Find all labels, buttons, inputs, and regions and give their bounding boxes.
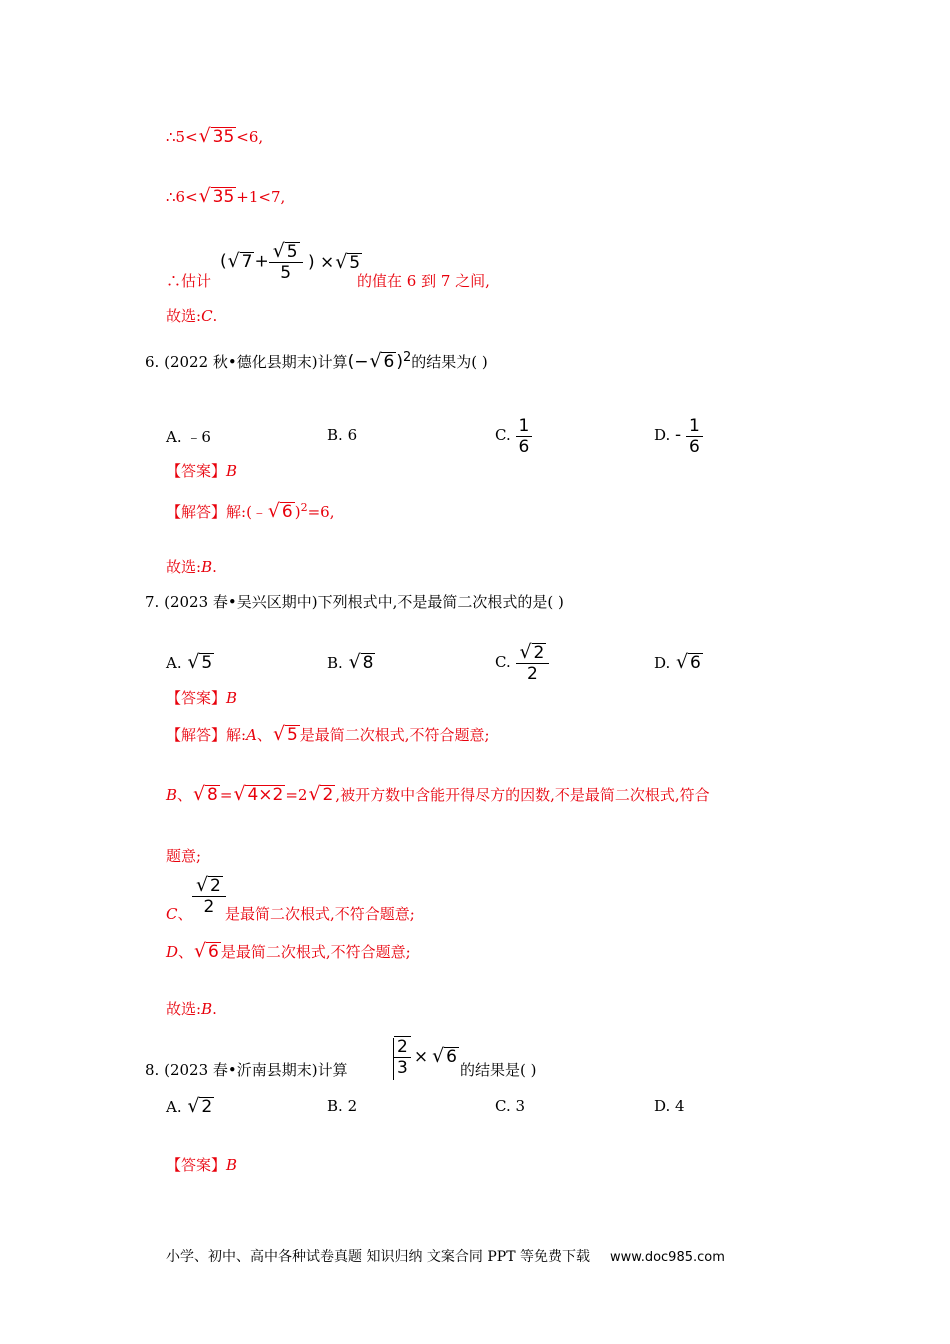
q7-solution-c-post: 是最简二次根式,不符合题意;: [225, 905, 415, 923]
q7-solution-b: B、√ 8 =√ 4×2 =2√ 2 ,被开方数中含能开得尽方的因数,不是最简二次根式,符合: [166, 785, 710, 805]
q7-solution-a: 【解答】解:A、√ 5 是最简二次根式,不符合题意;: [166, 725, 490, 745]
q7-conclusion: 故选:B.: [166, 1000, 217, 1018]
q6-option-a[interactable]: A. ﹣6: [166, 428, 211, 446]
sol5-line2: ∴6<√ 35 +1<7,: [166, 187, 285, 207]
q7-solution-b-cont: 题意;: [166, 847, 202, 865]
q7-option-b[interactable]: B. √ 8: [327, 653, 375, 673]
sol5-line1: ∴5<√ 35 <6,: [166, 127, 263, 147]
sol5-line3-post: 的值在 6 到 7 之间,: [357, 272, 490, 290]
q8-expression: $\frac{2}{3}$ ×√ 6: [381, 1036, 459, 1078]
q7-solution-d: D、√ 6 是最简二次根式,不符合题意;: [166, 942, 411, 962]
q7-solution-c: C、: [166, 905, 193, 923]
sqrt-35: √ 35: [200, 127, 237, 147]
q8-option-b[interactable]: B. 2: [327, 1097, 358, 1115]
page-footer: [166, 1246, 725, 1266]
q6-solution: 【解答】解:(﹣√ 6 )$^2$=6,: [166, 498, 335, 522]
sol5-expression: (√ 7 + √ $\frac{5}{5}$ ) ×√ 5: [220, 242, 362, 283]
sol5-conclusion: 故选:C.: [166, 307, 218, 325]
q7-answer: 【答案】B: [166, 689, 238, 707]
sqrt-35: √ 35: [200, 187, 237, 207]
fraction: √ $\frac{5}{5}$: [269, 242, 303, 283]
q8-stem-post: 的结果是( ): [460, 1061, 537, 1079]
q6-option-c[interactable]: C. $\frac{1}{6}$: [495, 398, 532, 457]
q7-solution-c-fraction: √ $\frac{2}{2}$: [192, 876, 226, 917]
q8-stem-pre: 8. (2023 春•沂南县期末)计算: [145, 1061, 348, 1079]
q7-stem: 7. (2023 春•吴兴区期中)下列根式中,不是最简二次根式的是( ): [145, 593, 564, 611]
footer-url[interactable]: www.doc985.com: [609, 1250, 725, 1265]
q6-stem: 6. (2022 秋•德化县期末)计算(−√ 6 )$^2$的结果为( ): [145, 348, 488, 372]
q7-option-a[interactable]: A. √ 5: [166, 653, 214, 673]
q7-option-c[interactable]: C. √ $\frac{2}{2}$: [495, 625, 549, 684]
q6-option-d[interactable]: D. - $\frac{1}{6}$: [654, 398, 703, 457]
q7-option-d[interactable]: D. √ 6: [654, 653, 703, 673]
footer-text: 小学、初中、高中各种试卷真题 知识归纳 文案合同 PPT 等免费下载: [166, 1249, 590, 1265]
q8-answer: 【答案】B: [166, 1156, 238, 1174]
q6-conclusion: 故选:B.: [166, 558, 217, 576]
sol5-line3: ∴估计: [166, 272, 212, 290]
q8-option-a[interactable]: A. √ 2: [166, 1097, 214, 1117]
q8-option-d[interactable]: D. 4: [654, 1097, 685, 1115]
q6-option-b[interactable]: B. 6: [327, 426, 358, 444]
q8-option-c[interactable]: C. 3: [495, 1097, 526, 1115]
q6-answer: 【答案】B: [166, 462, 238, 480]
